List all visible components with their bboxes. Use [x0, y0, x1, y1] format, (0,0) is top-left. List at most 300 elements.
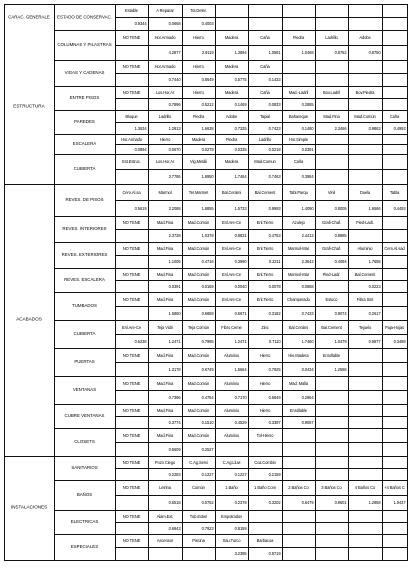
cell-divider: [348, 376, 349, 404]
cell-divider: [248, 184, 249, 216]
section-divider: [54, 30, 115, 31]
row-divider: [115, 560, 407, 561]
section-label: VENTANAS: [72, 386, 97, 392]
option-value: 0.3990: [234, 258, 247, 264]
option-label: Hor.Armado: [121, 136, 142, 142]
option-value: 0.2885: [301, 101, 314, 107]
cell-divider: [148, 86, 149, 110]
header-state-label: ESTADO DE CONSERVAC.: [57, 14, 112, 20]
option-label: Estuco: [325, 296, 338, 302]
row-divider: [115, 292, 407, 293]
cell-divider: [182, 154, 183, 184]
option-label: Vig.Metáli: [190, 158, 207, 164]
option-label: Fibro Ceme: [221, 324, 242, 330]
option-label: Alam.Ext.: [156, 513, 174, 519]
option-value: 0.1480: [301, 125, 314, 131]
row-divider: [115, 404, 407, 405]
cell-divider: [282, 404, 283, 428]
option-label: Mad. Malla: [288, 380, 309, 386]
option-label: Mad.Fina: [156, 407, 174, 413]
option-label: Ladrillo: [258, 136, 272, 142]
option-label: Bloque: [125, 113, 138, 119]
option-value: 0.5212: [201, 101, 214, 107]
option-label: Hor.Armado: [154, 63, 176, 69]
option-label: Mad.Fina: [156, 352, 174, 358]
option-label: Mad.Común: [187, 296, 210, 302]
option-label: Tabl.Parqu: [289, 189, 308, 195]
option-label: 1 Baño Com: [254, 484, 276, 490]
option-label: 2 Baños Co: [288, 484, 309, 490]
option-label: Enl.Are-Ce: [221, 271, 242, 277]
header-category-label: CARAC. GENERALE: [8, 14, 50, 20]
option-value: 1.8950: [201, 173, 214, 179]
cell-divider: [182, 134, 183, 154]
option-value: 0.1227: [234, 471, 247, 477]
option-label: Champerado: [287, 296, 310, 302]
value-divider: [115, 229, 407, 230]
option-label: Sau.Turco: [222, 537, 241, 543]
option-value: 0.9977: [368, 338, 381, 344]
value-divider: [115, 17, 407, 18]
cell-divider: [215, 268, 216, 292]
cell-divider: [215, 86, 216, 110]
option-value: 0.4094: [334, 258, 347, 264]
cell-divider: [348, 510, 349, 534]
cell-divider: [348, 110, 349, 134]
cell-divider: [315, 30, 316, 60]
option-value: 0.1433: [268, 76, 281, 82]
cell-divider: [315, 456, 316, 480]
option-label: Mad.Fina: [156, 219, 174, 225]
option-label: Bal.Cerámi: [288, 324, 309, 330]
cell-divider: [182, 242, 183, 268]
option-value: 0.8005: [334, 205, 347, 211]
cell-divider: [215, 110, 216, 134]
option-value: 0.0335: [234, 146, 247, 152]
cell-divider: [148, 30, 149, 60]
option-value: 3.7786: [168, 173, 181, 179]
option-label: Duela: [359, 189, 371, 195]
cell-divider: [215, 134, 216, 154]
cell-divider: [148, 292, 149, 320]
cell-divider: [382, 428, 383, 456]
option-label: NO TENE: [122, 219, 141, 225]
value-divider: [115, 255, 407, 256]
cell-divider: [315, 320, 316, 348]
option-value: 2.3466: [334, 125, 347, 131]
option-value: 0.5609: [168, 446, 181, 452]
option-value: 0.0279: [201, 146, 214, 152]
cell-divider: [248, 134, 249, 154]
cell-divider: [282, 86, 283, 110]
section-label: SANITARIOS: [71, 464, 98, 470]
option-value: 0.2159: [268, 471, 281, 477]
value-divider: [115, 547, 407, 548]
cell-divider: [348, 320, 349, 348]
cell-divider: [215, 376, 216, 404]
cell-divider: [382, 216, 383, 242]
cell-divider: [248, 404, 249, 428]
frame-right: [407, 4, 408, 561]
option-value: 1.0581: [268, 49, 281, 55]
cell-divider: [315, 86, 316, 110]
option-value: 0.0670: [168, 146, 181, 152]
section-label: BAÑOS: [76, 491, 93, 497]
cell-divider: [215, 510, 216, 534]
cell-divider: [148, 216, 149, 242]
cell-divider: [148, 110, 149, 134]
option-label: Enl.Are-Ce: [221, 296, 242, 302]
option-value: 0.3498: [393, 338, 406, 344]
option-value: 0.4493: [393, 205, 406, 211]
option-value: 0.6236: [134, 338, 147, 344]
cell-divider: [248, 86, 249, 110]
cell-divider: [215, 320, 216, 348]
row-divider: [115, 60, 407, 61]
cell-divider: [282, 510, 283, 534]
option-label: Hierro: [259, 407, 271, 413]
cell-divider: [248, 534, 249, 560]
cell-divider: [315, 154, 316, 184]
option-label: NO TENE: [122, 271, 141, 277]
section-label: PAREDES: [74, 118, 95, 124]
option-label: Tapial: [259, 113, 271, 119]
cell-divider: [148, 184, 149, 216]
option-value: 0.5849: [268, 394, 281, 400]
value-divider: [115, 73, 407, 74]
option-label: Enl.Tierro: [256, 219, 274, 225]
option-label: Bal.Cerámi: [221, 189, 242, 195]
option-value: 1.7460: [301, 338, 314, 344]
option-value: 0.1469: [234, 101, 247, 107]
cell-divider: [182, 428, 183, 456]
option-value: 1.9437: [393, 499, 406, 505]
option-value: 1.3634: [134, 125, 147, 131]
option-label: NO TENE: [122, 513, 141, 519]
option-label: Caña: [260, 63, 270, 69]
section-label: CUBIERTA: [73, 165, 96, 171]
option-label: Enrollable: [322, 352, 341, 358]
option-value: 0.7110: [268, 338, 281, 344]
option-value: 0.0752: [201, 499, 214, 505]
row-divider: [115, 242, 407, 243]
option-label: Madera: [224, 63, 239, 69]
option-value: 0.3202: [268, 499, 281, 505]
cell-divider: [348, 184, 349, 216]
option-value: 1.2471: [234, 338, 247, 344]
cell-divider: [382, 480, 383, 510]
cell-divider: [282, 292, 283, 320]
option-value: 0.7325: [234, 125, 247, 131]
value-divider: [115, 522, 407, 523]
option-label: Bal.Cement: [354, 271, 376, 277]
option-value: 0.8752: [334, 49, 347, 55]
frame-top: [4, 4, 407, 5]
cell-divider: [348, 456, 349, 480]
option-label: 1 Baño: [225, 484, 238, 490]
option-label: Aluminio: [224, 352, 239, 358]
cell-divider: [182, 184, 183, 216]
cell-divider: [248, 268, 249, 292]
option-label: Bov.Piedra: [355, 89, 375, 95]
row-divider: [115, 154, 407, 155]
option-value: 0.2211: [268, 258, 281, 264]
option-label: Vinil: [327, 189, 336, 195]
cell-divider: [348, 216, 349, 242]
option-label: Pozo Ciego: [154, 459, 176, 465]
row-divider: [115, 110, 407, 111]
option-label: Azulejo: [292, 219, 305, 225]
cell-divider: [215, 154, 216, 184]
cell-divider: [382, 534, 383, 560]
option-label: Cca.Combin: [254, 459, 276, 465]
option-label: Caña: [389, 113, 400, 119]
option-value: 0.0833: [268, 101, 281, 107]
cell-divider: [382, 292, 383, 320]
option-value: 0.2617: [368, 310, 381, 316]
option-label: Mad.Fina: [156, 380, 174, 386]
section-divider: [54, 320, 115, 321]
option-label: Mad.Común: [187, 352, 210, 358]
cell-divider: [315, 4, 316, 30]
cell-divider: [315, 404, 316, 428]
cell-divider: [148, 268, 149, 292]
cell-divider: [182, 480, 183, 510]
option-value: 0.2283: [168, 471, 181, 477]
option-value: 0.0894: [134, 146, 147, 152]
option-value: 0.8649: [201, 76, 214, 82]
option-value: 0.1227: [201, 471, 214, 477]
cell-divider: [148, 428, 149, 456]
option-value: 0.5671: [234, 310, 247, 316]
row-divider: [115, 134, 407, 135]
option-value: 1.4090: [301, 205, 314, 211]
option-value: 0.9719: [268, 550, 281, 556]
option-label: Enl.Are-Ce: [121, 324, 142, 330]
cell-divider: [248, 4, 249, 30]
value-divider: [115, 280, 407, 281]
cell-divider: [315, 60, 316, 86]
option-label: Fibra Sint: [356, 296, 374, 302]
cell-divider: [282, 376, 283, 404]
option-label: NO TENE: [122, 296, 141, 302]
cell-divider: [382, 86, 383, 110]
cell-divider: [382, 242, 383, 268]
cell-divider: [248, 154, 249, 184]
option-label: Mad.Común: [187, 271, 210, 277]
section-divider: [54, 60, 115, 61]
cell-divider: [215, 242, 216, 268]
cell-divider: [315, 376, 316, 404]
cell-divider: [248, 428, 249, 456]
option-label: Madera: [224, 158, 239, 164]
option-label: Pied-Ladr.: [356, 219, 374, 225]
option-label: Caña: [293, 158, 304, 164]
option-label: Hierro: [193, 34, 204, 40]
section-label: REVES. EXTERIORES: [61, 251, 108, 257]
option-label: Piedra: [292, 34, 305, 40]
option-value: 1.5664: [234, 366, 247, 372]
cell-divider: [348, 404, 349, 428]
category-divider: [4, 456, 54, 457]
cell-divider: [248, 510, 249, 534]
divider-category: [54, 4, 55, 560]
section-divider: [54, 184, 115, 185]
option-value: 0.7896: [168, 101, 181, 107]
option-label: Hierro: [193, 89, 204, 95]
option-label: Enl.Are-Ce: [221, 219, 242, 225]
row-divider: [115, 456, 407, 457]
option-label: Madera: [224, 89, 239, 95]
section-label: REVES. DE PISOS: [65, 196, 104, 202]
cell-divider: [148, 242, 149, 268]
section-divider: [54, 216, 115, 217]
option-label: Enl.Tierro: [256, 271, 274, 277]
option-value: 2.3728: [168, 232, 181, 238]
option-value: 2.9119: [201, 49, 214, 55]
cell-divider: [348, 86, 349, 110]
option-label: Mad.Comun: [254, 158, 276, 164]
option-value: 0.4993: [393, 125, 406, 131]
option-label: Zinc: [261, 324, 269, 330]
cell-divider: [315, 242, 316, 268]
option-value: 1.3178: [168, 366, 181, 372]
category-divider: [4, 184, 54, 185]
option-label: Hierro: [259, 352, 271, 358]
option-value: 0.2527: [201, 446, 214, 452]
value-divider: [115, 122, 407, 123]
option-label: Adobe: [225, 113, 238, 119]
option-label: Mad.Fina: [156, 432, 174, 438]
option-value: 1.8855: [201, 205, 214, 211]
cell-divider: [182, 376, 183, 404]
row-divider: [115, 184, 407, 185]
option-label: Mad.Fina: [156, 245, 174, 251]
cell-divider: [215, 184, 216, 216]
option-value: 0.0040: [234, 283, 247, 289]
option-value: 1.3894: [234, 49, 247, 55]
option-value: 0.2964: [301, 394, 314, 400]
option-label: Teja Vidri: [157, 324, 173, 330]
cell-divider: [182, 534, 183, 560]
cell-divider: [248, 292, 249, 320]
option-label: Mad.-Ladril: [288, 89, 309, 95]
cell-divider: [282, 242, 283, 268]
cell-divider: [182, 216, 183, 242]
option-value: 0.7423: [268, 125, 281, 131]
option-value: 0.8831: [234, 232, 247, 238]
option-label: Enl.Tierro: [256, 245, 274, 251]
value-divider: [115, 200, 407, 201]
section-divider: [54, 376, 115, 377]
cell-divider: [282, 348, 283, 376]
option-label: Enl.Are-Ce: [221, 245, 242, 251]
category-divider: [4, 560, 54, 561]
cell-divider: [315, 534, 316, 560]
option-value: 0.6518: [168, 499, 181, 505]
option-label: Hierro: [259, 380, 271, 386]
cell-divider: [182, 268, 183, 292]
option-value: 0.6749: [201, 366, 214, 372]
cell-divider: [248, 60, 249, 86]
option-value: 0.4529: [234, 419, 247, 425]
option-label: 3 Baños Co: [321, 484, 342, 490]
section-label: PUERTAS: [74, 358, 95, 364]
cell-divider: [248, 320, 249, 348]
option-value: 1.6566: [368, 205, 381, 211]
option-value: 0.8885: [334, 232, 347, 238]
option-label: Tub.Exteri: [189, 513, 208, 519]
cell-divider: [148, 348, 149, 376]
state-option-label: A Reparar: [156, 7, 174, 13]
option-value: 0.7396: [168, 394, 181, 400]
option-label: Ladrillo: [325, 34, 338, 40]
section-label: ELECTRICAS: [70, 518, 99, 524]
option-value: 0.9863: [368, 125, 381, 131]
cell-divider: [182, 30, 183, 60]
cell-divider: [348, 268, 349, 292]
cell-divider: [315, 292, 316, 320]
cell-divider: [182, 292, 183, 320]
option-value: 0.8159: [234, 525, 247, 531]
cell-divider: [248, 480, 249, 510]
option-label: Mad.Común: [187, 407, 210, 413]
option-label: Hierro: [159, 136, 171, 142]
option-value: 1.5733: [234, 205, 247, 211]
cell-divider: [182, 60, 183, 86]
cell-divider: [282, 4, 283, 30]
cell-divider: [315, 268, 316, 292]
option-label: Mad.Fina: [323, 113, 340, 119]
option-value: 0.3774: [168, 419, 181, 425]
option-label: Piedra: [192, 113, 205, 119]
option-label: Ter.Marmet: [188, 189, 209, 195]
cell-divider: [148, 134, 149, 154]
option-value: 1.0479: [334, 338, 347, 344]
section-divider: [54, 560, 115, 561]
option-label: Bahareque: [288, 113, 309, 119]
option-label: Madera: [191, 136, 206, 142]
cell-divider: [348, 348, 349, 376]
option-value: 0.0223: [368, 283, 381, 289]
cell-divider: [382, 154, 383, 184]
cell-divider: [348, 30, 349, 60]
cell-divider: [248, 216, 249, 242]
option-label: 4 Baños Co: [354, 484, 376, 490]
option-label: Grafi-Chaf.: [322, 245, 341, 251]
option-label: Caña: [260, 89, 270, 95]
cell-divider: [148, 4, 149, 30]
cell-divider: [215, 480, 216, 510]
cell-divider: [282, 320, 283, 348]
cell-divider: [382, 30, 383, 60]
option-value: 0.0078: [268, 283, 281, 289]
option-label: Cem.Al.sa: [122, 189, 141, 195]
cell-divider: [248, 242, 249, 268]
option-value: 0.7925: [268, 366, 281, 372]
cell-divider: [182, 86, 183, 110]
option-value: 0.7433: [301, 310, 314, 316]
cell-divider: [248, 376, 249, 404]
option-label: NO TENE: [122, 34, 141, 40]
cell-divider: [282, 216, 283, 242]
option-value: 1.6638: [201, 125, 214, 131]
state-option-label: Tot.Deter.: [190, 7, 207, 13]
cell-divider: [182, 456, 183, 480]
section-divider: [54, 292, 115, 293]
option-label: Barbacoa: [256, 537, 274, 543]
row-divider: [115, 534, 407, 535]
